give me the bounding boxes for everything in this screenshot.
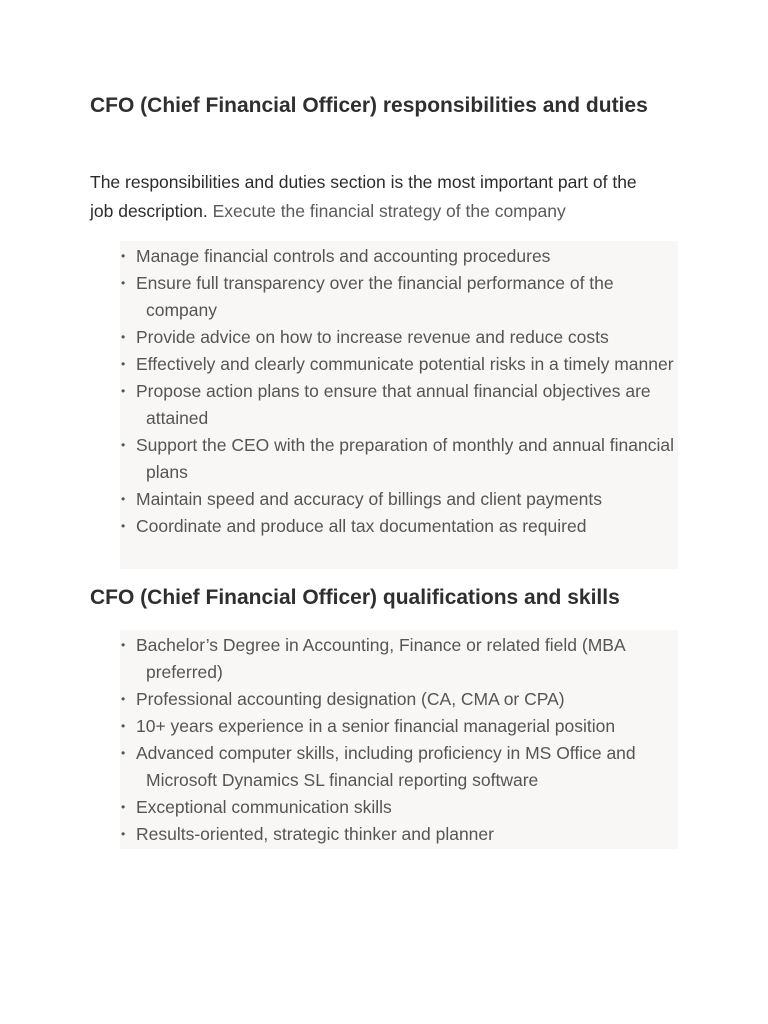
- responsibilities-list: [120, 241, 678, 569]
- list-item: [120, 378, 678, 432]
- bullet-icon: •: [121, 438, 126, 452]
- bullet-icon: •: [121, 800, 126, 814]
- list-item-text: Maintain speed and accuracy of billings and client payments: [136, 489, 602, 509]
- bullet-icon: •: [121, 357, 126, 371]
- list-item-text: 10+ years experience in a senior financial managerial position: [136, 716, 616, 736]
- bullet-icon: •: [121, 638, 126, 652]
- list-item-text: Professional accounting designation (CA, CMA or CPA): [136, 689, 565, 709]
- list-item: [120, 270, 678, 324]
- intro-main-text: The responsibilities and duties section is the most important part of the job description.: [90, 172, 637, 221]
- list-item: [120, 794, 678, 821]
- list-item-text: Effectively and clearly communicate potential risks in a timely manner: [136, 354, 674, 374]
- bullet-icon: •: [121, 827, 126, 841]
- list-item: [120, 324, 678, 351]
- list-item: [120, 740, 678, 794]
- list-item-text: Advanced computer skills, including proficiency in MS Office and Microsoft Dynamics SL financial reporting software: [136, 743, 636, 790]
- list-item-text: Provide advice on how to increase revenue and reduce costs: [136, 327, 609, 347]
- bullet-icon: •: [121, 746, 126, 760]
- bullet-icon: •: [121, 719, 126, 733]
- list-item: [120, 686, 678, 713]
- bullet-icon: •: [121, 249, 126, 263]
- list-item-text: Bachelor’s Degree in Accounting, Finance or related field (MBA preferred): [136, 635, 625, 682]
- list-item-text: Coordinate and produce all tax documentation as required: [136, 516, 587, 536]
- qualifications-heading: CFO (Chief Financial Officer) qualifications and skills: [90, 586, 620, 609]
- bullet-icon: •: [121, 276, 126, 290]
- intro-paragraph: [90, 168, 660, 226]
- list-item-text: Exceptional communication skills: [136, 797, 392, 817]
- list-item: [120, 632, 678, 686]
- bullet-icon: •: [121, 384, 126, 398]
- list-item-text: Manage financial controls and accounting procedures: [136, 246, 551, 266]
- list-item-text: Ensure full transparency over the financial performance of the company: [136, 273, 614, 320]
- bullet-icon: •: [121, 492, 126, 506]
- list-item: [120, 821, 678, 848]
- list-item-text: Support the CEO with the preparation of monthly and annual financial plans: [136, 435, 674, 482]
- responsibilities-heading: CFO (Chief Financial Officer) responsibilities and duties: [90, 94, 648, 117]
- bullet-icon: •: [121, 519, 126, 533]
- bullet-icon: •: [121, 330, 126, 344]
- intro-muted-text: Execute the financial strategy of the company: [212, 201, 566, 221]
- list-item-text: Results-oriented, strategic thinker and planner: [136, 824, 494, 844]
- list-item: [120, 513, 678, 540]
- list-item-text: Propose action plans to ensure that annual financial objectives are attained: [136, 381, 651, 428]
- bullet-icon: •: [121, 692, 126, 706]
- list-item: [120, 486, 678, 513]
- list-item: [120, 713, 678, 740]
- list-item: [120, 243, 678, 270]
- list-item: [120, 432, 678, 486]
- qualifications-list: [120, 630, 678, 849]
- list-item: [120, 351, 678, 378]
